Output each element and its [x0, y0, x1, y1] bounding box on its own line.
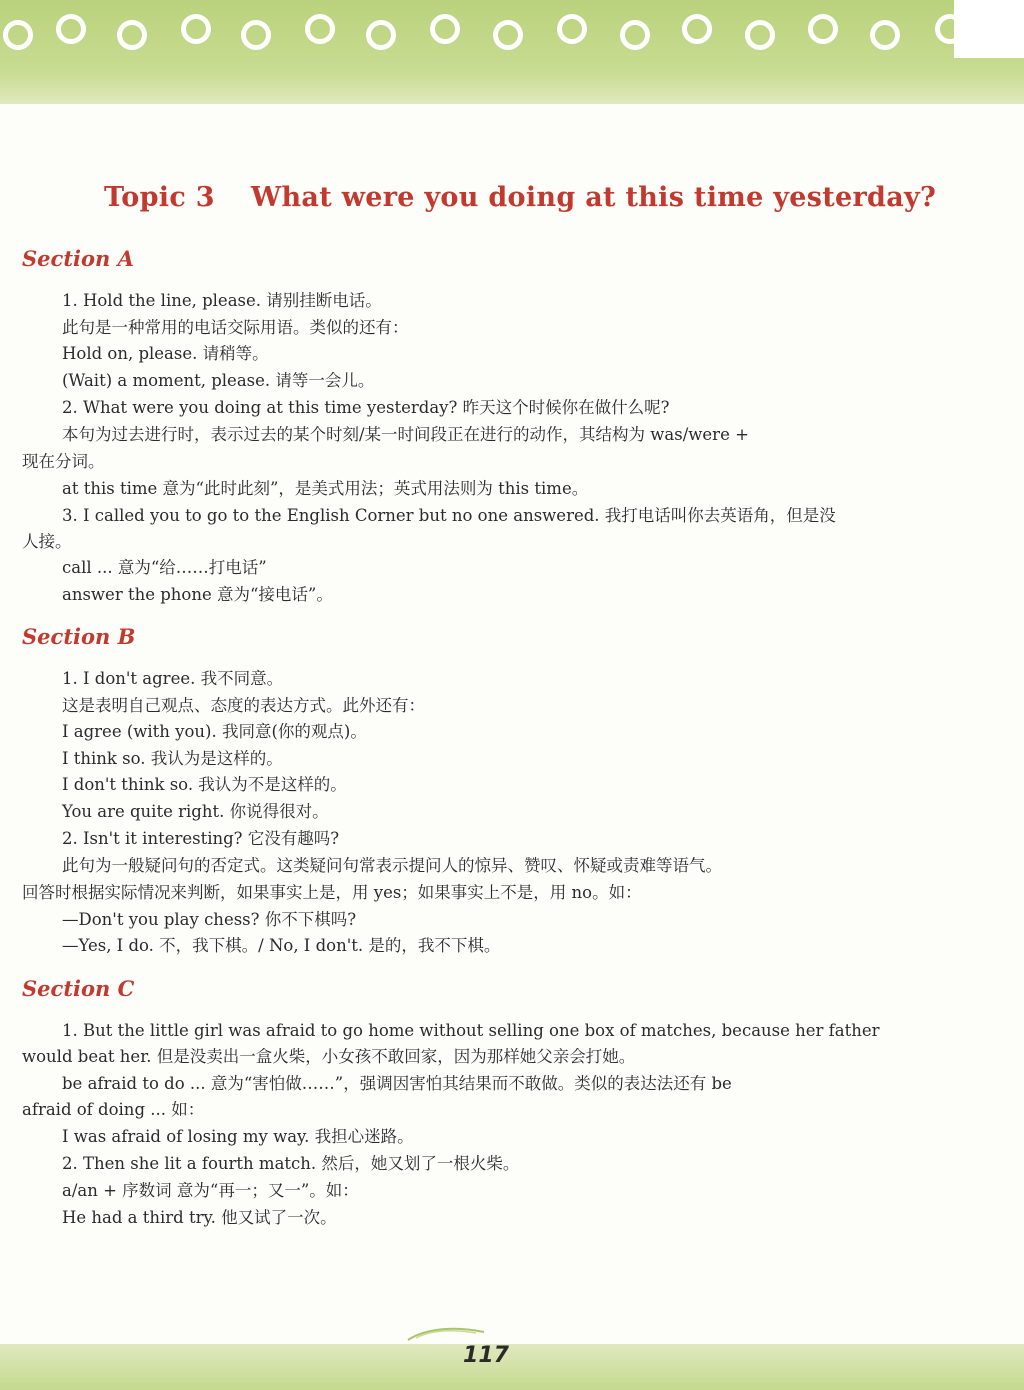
section-b-line: 1. I don't agree. 我不同意。: [62, 669, 284, 688]
section-c-line: I was afraid of losing my way. 我担心迷路。: [62, 1127, 414, 1146]
ring-icon: [305, 14, 335, 44]
section-c-line: would beat her. 但是没卖出一盒火柴，小女孩不敢回家，因为那样她父亲会打她。: [22, 1047, 636, 1066]
section-a-line: call ... 意为“给……打电话”: [62, 558, 267, 577]
section-a-line: answer the phone 意为“接电话”。: [62, 585, 333, 604]
section-b-line: 此句为一般疑问句的否定式。这类疑问句常表示提问人的惊异、赞叹、怀疑或责难等语气。: [62, 856, 722, 875]
section-b-line: I don't think so. 我认为不是这样的。: [62, 775, 347, 794]
section-b-heading: Section B: [22, 624, 136, 649]
section-b-line: You are quite right. 你说得很对。: [62, 802, 329, 821]
section-b-line: 这是表明自己观点、态度的表达方式。此外还有：: [62, 696, 425, 715]
topic-label: Topic 3: [104, 182, 215, 213]
section-c-line: afraid of doing ... 如：: [22, 1100, 205, 1119]
ring-icon: [620, 20, 650, 50]
section-b-line: I agree (with you). 我同意(你的观点)。: [62, 722, 367, 741]
section-a-line: at this time 意为“此时此刻”，是美式用法；英式用法则为 this time。: [62, 479, 589, 498]
top-decorative-band: [0, 0, 1024, 104]
section-a-line: 人接。: [22, 532, 72, 551]
section-a-line: (Wait) a moment, please. 请等一会儿。: [62, 371, 375, 390]
section-b-line: 回答时根据实际情况来判断，如果事实上是，用 yes；如果事实上不是，用 no。如：: [22, 883, 642, 902]
ring-icon: [117, 20, 147, 50]
section-a-line: 1. Hold the line, please. 请别挂断电话。: [62, 291, 382, 310]
ring-icon: [181, 14, 211, 44]
ring-icon: [870, 20, 900, 50]
section-a-heading: Section A: [22, 246, 134, 271]
ring-icon: [430, 14, 460, 44]
ring-icon: [241, 20, 271, 50]
section-c-line: He had a third try. 他又试了一次。: [62, 1208, 337, 1227]
section-a-line: 现在分词。: [22, 452, 105, 471]
section-a-line: 2. What were you doing at this time yesterday? 昨天这个时候你在做什么呢?: [62, 398, 670, 417]
section-c-heading: Section C: [22, 976, 135, 1001]
section-a-line: 3. I called you to go to the English Corner but no one answered. 我打电话叫你去英语角，但是没: [62, 506, 836, 525]
section-a-line: Hold on, please. 请稍等。: [62, 344, 269, 363]
ring-icon: [682, 14, 712, 44]
ring-icon: [3, 20, 33, 50]
ring-icon: [557, 14, 587, 44]
ring-icon: [493, 20, 523, 50]
section-c-line: be afraid to do ... 意为“害怕做……”，强调因害怕其结果而不敢做。类似的表达法还有 be: [62, 1074, 732, 1093]
section-a-line: 本句为过去进行时，表示过去的某个时刻/某一时间段正在进行的动作，其结构为 was/were +: [62, 425, 749, 444]
section-b-line: —Yes, I do. 不，我下棋。/ No, I don't. 是的，我不下棋。: [62, 936, 501, 955]
ring-icon: [366, 20, 396, 50]
ring-icon: [808, 14, 838, 44]
topic-text: What were you doing at this time yesterday?: [250, 182, 937, 213]
ring-icon: [745, 20, 775, 50]
section-b-line: 2. Isn't it interesting? 它没有趣吗?: [62, 829, 340, 848]
section-c-line: a/an + 序数词 意为“再一；又一”。如：: [62, 1181, 359, 1200]
ring-icon: [56, 14, 86, 44]
section-b-line: —Don't you play chess? 你不下棋吗?: [62, 910, 357, 929]
section-c-line: 2. Then she lit a fourth match. 然后，她又划了一根火柴。: [62, 1154, 520, 1173]
page-number: 117: [463, 1343, 509, 1368]
ring-icon: [935, 14, 965, 44]
page-title: [104, 182, 964, 213]
section-b-line: I think so. 我认为是这样的。: [62, 749, 283, 768]
section-a-line: 此句是一种常用的电话交际用语。类似的还有：: [62, 318, 409, 337]
section-c-line: 1. But the little girl was afraid to go home without selling one box of matches, because her father: [62, 1021, 880, 1040]
